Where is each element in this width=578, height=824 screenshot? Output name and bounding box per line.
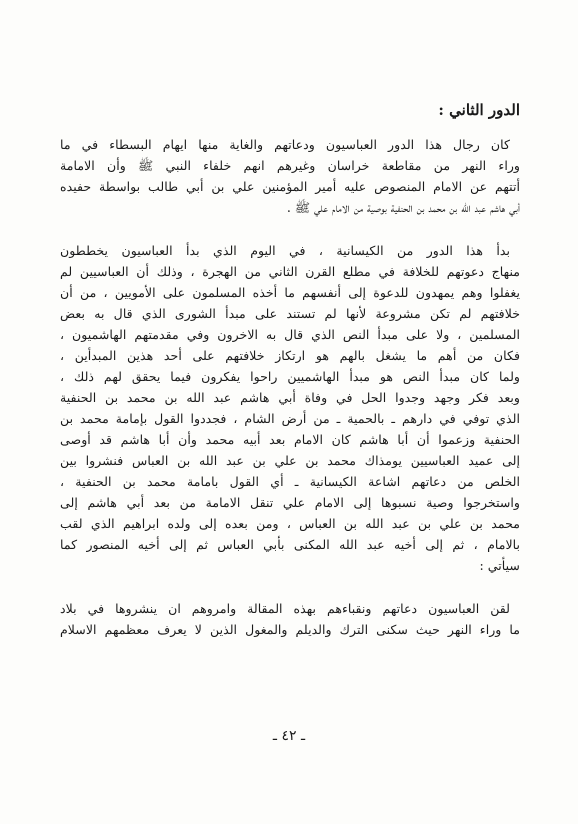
text-line: أبي هاشم عبد الله بن محمد بن الحنفية بوصية من الامام علي ﷺ .: [286, 200, 520, 215]
text-line: وبعد فكر وجهد وجدوا الحل في وفاة أبي هاشم عبد الله بن محمد بن الحنفية: [60, 390, 520, 405]
text-line: أتتهم عن الامام المنصوص عليه أمير المؤمنين علي بن أبي طالب بواسطة حفيده: [60, 179, 520, 194]
section-heading: الدور الثاني :: [438, 101, 520, 119]
paragraph-2: [60, 240, 520, 576]
text-line: سيأتي :: [479, 558, 520, 573]
text-line: ما وراء النهر حيث سكنى الترك والديلم والمغول الذين لا يعرف معظمهم الاسلام: [60, 622, 520, 637]
text-line: الذي توفي في دارهم ـ بالحمية ـ من أرض الشام ، فجددوا القول بإمامة محمد بن: [60, 411, 520, 426]
text-line: الحنفية وزعموا أن أبا هاشم كان الامام بعد أبيه محمد وأن أبا هاشم قد أوصى: [60, 432, 520, 447]
text-line: بالامام ، ثم إلى أخيه عبد الله المكنى بأبي العباس ثم إلى أخيه المنصور كما: [60, 537, 520, 552]
text-line: واستخرجوا وصية نسبوها إلى الامام علي تنقل الامامة من بعد أبي هاشم إلى: [60, 495, 520, 510]
document-page: [60, 92, 520, 662]
text-line: يغفلوا وهم يمهدون للدعوة إلى أنفسهم ما أخذه المسلمون على الأمويين ، من أن: [60, 285, 520, 300]
text-line: إلى عميد العباسيين يومذاك محمد بن علي بن عبد الله بن العباس فنشروا بين: [60, 453, 520, 468]
page-number: ـ ٤٢ ـ: [272, 728, 306, 744]
text-line: محمد بن علي بن عبد الله بن العباس ، ومن بعده إلى ولده ابراهيم الذي لقب: [60, 516, 520, 531]
text-line: فكان من أهم ما يشغل بالهم هو ارتكاز خلافتهم على أحد هذين المبدأين ،: [60, 348, 520, 363]
text-line: بدأ هذا الدور من الكيسانية ، في اليوم الذي بدأ العباسيون يخططون: [60, 243, 510, 258]
text-line: المسلمين ، ولا على مبدأ النص الذي قال به الاخرون وفي مقدمتهم الهاشميون ،: [60, 327, 520, 342]
text-line: منهاج دعوتهم للخلافة في مطلع القرن الثاني من الهجرة ، وذلك أن العباسيين لم: [60, 264, 520, 279]
text-line: ولما كان مبدأ النص هو مبدأ الهاشميين راحوا يفكرون فيما يحقق لهم ذلك ،: [60, 369, 520, 384]
text-line: كان رجال هذا الدور العباسيون ودعاتهم والغاية منها ايهام البسطاء في ما: [60, 137, 510, 152]
paragraph-1: [60, 134, 520, 218]
text-line: لقن العباسيون دعاتهم ونقباءهم بهذه المقالة وامروهم ان ينشروها في بلاد: [60, 601, 510, 616]
text-line: خلافتهم لم تكن مشروعة لأنها لم تستند على مبدأ الشورى الذي قال به بعض: [60, 306, 520, 321]
text-line: الخلص من دعاتهم اشاعة الكيسانية ـ أي القول بامامة محمد بن الحنفية ،: [60, 474, 520, 489]
paragraph-3: [60, 598, 520, 640]
text-line: وراء النهر من مقاطعة خراسان وغيرهم انهم خلفاء النبي ﷺ وأن الامامة: [60, 158, 520, 173]
